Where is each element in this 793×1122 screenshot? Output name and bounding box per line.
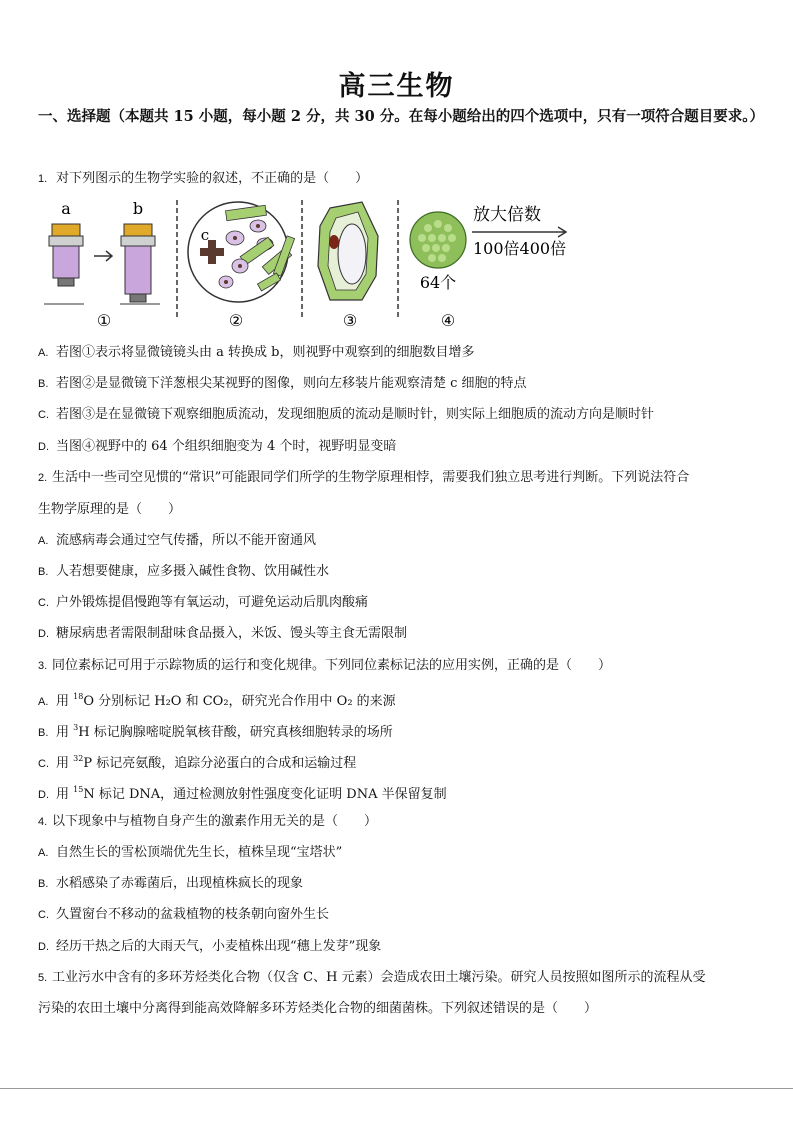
option-b[interactable]	[38, 719, 756, 742]
option-key: A.	[38, 347, 49, 359]
option-key: C.	[38, 758, 49, 770]
option-key: B.	[38, 878, 49, 890]
question-4-stem	[38, 813, 756, 831]
question-number: 1.	[38, 173, 48, 185]
lens-b-label: b	[132, 199, 144, 218]
option-key: A.	[38, 696, 49, 708]
option-a[interactable]	[38, 532, 756, 550]
question-3-stem	[38, 657, 756, 675]
zoom-values: 100倍400倍	[473, 239, 567, 258]
option-text: 若图①表示将显微镜镜头由 a 转换成 b，则视野中观察到的细胞数目增多	[56, 345, 475, 360]
isotope-mass: 18	[73, 692, 84, 701]
option-key: B.	[38, 727, 49, 739]
question-number: 3.	[38, 660, 48, 672]
cell-field-circle	[188, 202, 295, 302]
option-text: 水稻感染了赤霉菌后，出现植株疯长的现象	[56, 876, 304, 891]
question-text: 对下列图示的生物学实验的叙述，不正确的是（ ）	[56, 171, 369, 186]
option-text: O 分别标记 H₂O 和 CO₂，研究光合作用中 O₂ 的来源	[83, 694, 396, 709]
option-key: D.	[38, 628, 49, 640]
tissue-field	[410, 212, 466, 268]
figure-label-2: ②	[228, 311, 244, 330]
option-d[interactable]	[38, 625, 756, 643]
option-key: C.	[38, 597, 49, 609]
option-text: 经历干热之后的大雨天气，小麦植株出现“穗上发芽”现象	[56, 939, 382, 954]
option-text: 流感病毒会通过空气传播，所以不能开窗通风	[56, 533, 317, 548]
lens-a-label: a	[61, 199, 71, 218]
option-d[interactable]	[38, 938, 756, 956]
question-5-stem	[38, 969, 756, 987]
option-text: 户外锻炼提倡慢跑等有氧运动，可避免运动后肌肉酸痛	[56, 595, 369, 610]
question-2-stem-cont: 生物学原理的是（ ）	[38, 502, 182, 517]
zoom-arrow-icon	[472, 227, 566, 237]
lens-a	[49, 224, 83, 286]
question-text: 同位素标记可用于示踪物质的运行和变化规律。下列同位素标记法的应用实例，正确的是（ ）	[52, 658, 612, 673]
option-key: B.	[38, 378, 49, 390]
option-a[interactable]	[38, 688, 756, 711]
question-number: 4.	[38, 816, 48, 828]
option-text: P 标记亮氨酸，追踪分泌蛋白的合成和运输过程	[83, 756, 357, 771]
option-text: N 标记 DNA，通过检测放射性强度变化证明 DNA 半保留复制	[83, 787, 447, 802]
option-prefix: 用	[56, 787, 74, 802]
figure-label-4: ④	[440, 311, 456, 330]
page-title: 高三生物	[338, 71, 455, 102]
option-text: 久置窗台不移动的盆栽植物的枝条朝向窗外生长	[56, 907, 330, 922]
option-prefix: 用	[56, 725, 74, 740]
option-c[interactable]	[38, 406, 756, 424]
question-number: 2.	[38, 472, 48, 484]
question-1-figure	[40, 196, 600, 336]
microscope-figure	[40, 196, 600, 336]
option-text: 若图②是显微镜下洋葱根尖某视野的图像，则向左移装片能观察清楚 c 细胞的特点	[56, 376, 527, 391]
option-b[interactable]	[38, 563, 756, 581]
option-key: D.	[38, 441, 49, 453]
option-prefix: 用	[56, 694, 74, 709]
question-text: 以下现象中与植物自身产生的激素作用无关的是（ ）	[52, 814, 378, 829]
option-key: C.	[38, 909, 49, 921]
figure-label-3: ③	[342, 311, 358, 330]
page-divider	[0, 1088, 793, 1089]
option-d[interactable]	[38, 781, 756, 804]
section-header: 一、选择题（本题共 15 小题，每小题 2 分，共 30 分。在每小题给出的四个选项中，只有一项符合题目要求。）	[38, 108, 764, 125]
question-text: 生活中一些司空见惯的“常识”可能跟同学们所学的生物学原理相悖，需要我们独立思考进行判断。下列说法符合	[52, 470, 690, 485]
question-1-stem	[38, 170, 756, 188]
option-a[interactable]	[38, 344, 756, 362]
arrow-icon	[94, 251, 112, 261]
option-text: 人若想要健康，应多摄入碱性食物、饮用碱性水	[56, 564, 330, 579]
question-number: 5.	[38, 972, 48, 984]
option-key: C.	[38, 409, 49, 421]
option-text: 自然生长的雪松顶端优先生长，植株呈现“宝塔状”	[56, 845, 343, 860]
question-5-stem-cont: 污染的农田土壤中分离得到能高效降解多环芳烃类化合物的细菌菌株。下列叙述错误的是（ ）	[38, 1001, 598, 1016]
option-key: A.	[38, 535, 49, 547]
cell-c-label: c	[200, 226, 210, 244]
option-c[interactable]	[38, 594, 756, 612]
option-text: 当图④视野中的 64 个组织细胞变为 4 个时，视野明显变暗	[56, 439, 397, 454]
figure-label-1: ①	[96, 311, 112, 330]
option-b[interactable]	[38, 375, 756, 393]
option-key: A.	[38, 847, 49, 859]
option-d[interactable]	[38, 438, 756, 456]
plant-cell	[318, 202, 378, 300]
isotope-mass: 3	[73, 723, 79, 732]
question-2-stem	[38, 469, 756, 487]
isotope-mass: 15	[73, 785, 84, 794]
option-key: D.	[38, 789, 49, 801]
isotope-mass: 32	[73, 754, 84, 763]
question-text: 工业污水中含有的多环芳烃类化合物（仅含 C、H 元素）会造成农田土壤污染。研究人员按照如图所示的流程从受	[52, 970, 706, 985]
option-c[interactable]	[38, 906, 756, 924]
cell-count: 64个	[419, 273, 457, 292]
option-a[interactable]	[38, 844, 756, 862]
option-prefix: 用	[56, 756, 74, 771]
option-c[interactable]	[38, 750, 756, 773]
option-key: D.	[38, 941, 49, 953]
option-b[interactable]	[38, 875, 756, 893]
option-text: 糖尿病患者需限制甜味食品摄入，米饭、馒头等主食无需限制	[56, 626, 408, 641]
option-text: H 标记胸腺嘧啶脱氧核苷酸，研究真核细胞转录的场所	[78, 725, 393, 740]
option-text: 若图③是在显微镜下观察细胞质流动，发现细胞质的流动是顺时针，则实际上细胞质的流动方向是顺时针	[56, 407, 655, 422]
lens-b	[121, 224, 155, 302]
option-key: B.	[38, 566, 49, 578]
zoom-label: 放大倍数	[473, 205, 541, 225]
